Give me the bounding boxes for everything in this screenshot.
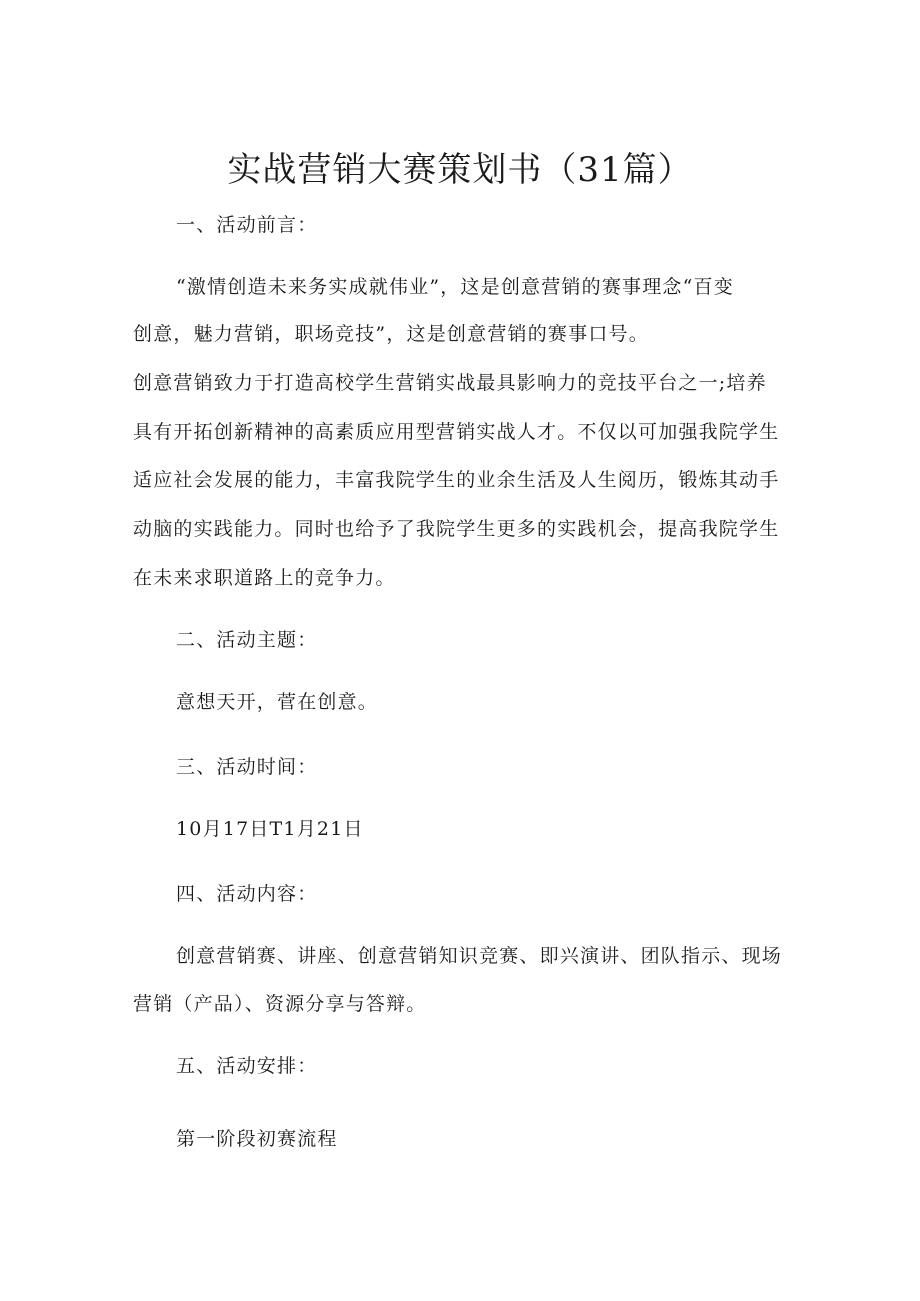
activity-content-line: 营销（产品）、资源分享与答辩。 (133, 993, 427, 1015)
time-content: 10月17日T1月21日 (176, 818, 364, 840)
schedule-content: 第一阶段初赛流程 (176, 1128, 338, 1150)
section-heading-theme: 二、活动主题： (176, 629, 318, 651)
preface-paragraph-line: “激情创造未来务实成就伟业”，这是创意营销的赛事理念“百变 (176, 276, 734, 298)
section-heading-preface: 一、活动前言： (176, 214, 318, 236)
section-heading-content: 四、活动内容： (176, 883, 318, 905)
preface-paragraph-line: 创意，魅力营销，职场竞技”，这是创意营销的赛事口号。 (133, 323, 649, 345)
preface-paragraph-line: 创意营销致力于打造高校学生营销实战最具影响力的竞技平台之一;培养 (133, 372, 767, 394)
preface-paragraph-line: 具有开拓创新精神的高素质应用型营销实战人才。不仅以可加强我院学生 (133, 421, 780, 443)
preface-paragraph-line: 在未来求职道路上的竞争力。 (133, 567, 396, 589)
activity-content-line: 创意营销赛、讲座、创意营销知识竞赛、即兴演讲、团队指示、现场 (176, 945, 783, 967)
document-title: 实战营销大赛策划书（31篇） (227, 150, 693, 190)
section-heading-schedule: 五、活动安排： (176, 1055, 318, 1077)
preface-paragraph-line: 动脑的实践能力。同时也给予了我院学生更多的实践机会，提高我院学生 (133, 518, 780, 540)
preface-paragraph-line: 适应社会发展的能力，丰富我院学生的业余生活及人生阅历，锻炼其动手 (133, 469, 780, 491)
section-heading-time: 三、活动时间： (176, 756, 318, 778)
theme-content: 意想天开，菅在创意。 (176, 691, 379, 713)
